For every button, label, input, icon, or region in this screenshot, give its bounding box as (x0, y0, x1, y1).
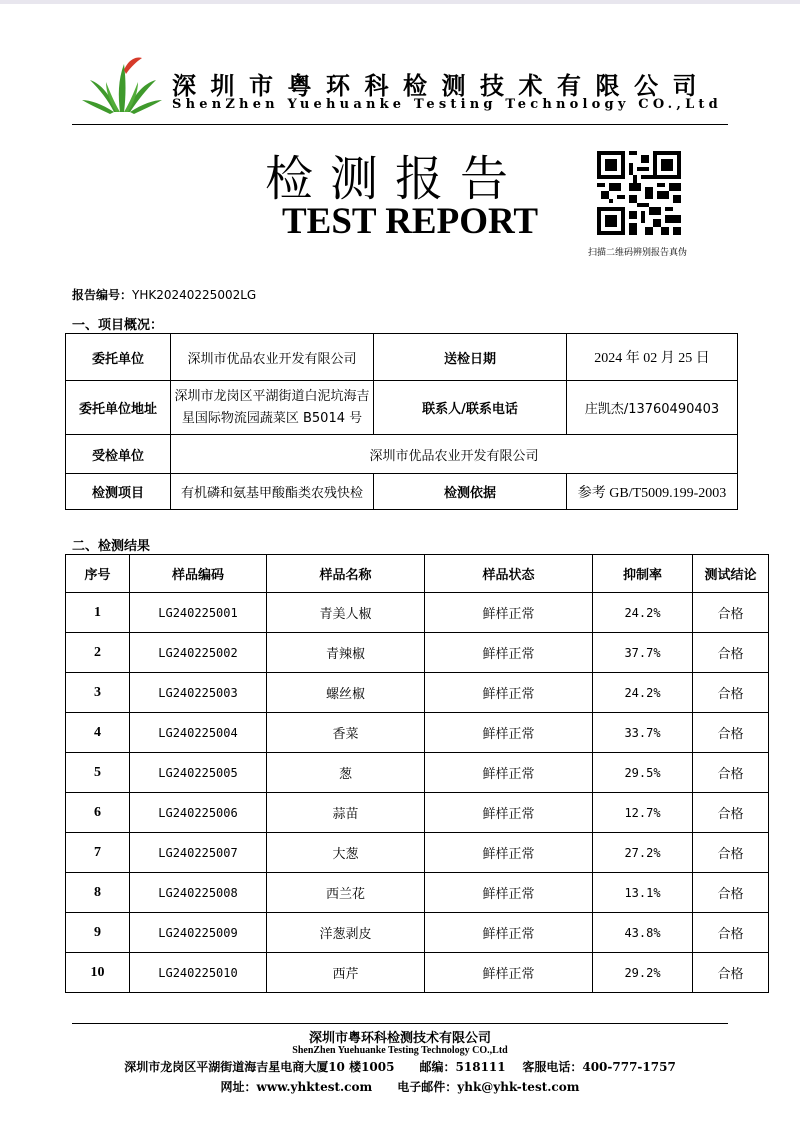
sample-status: 鲜样正常 (425, 793, 593, 833)
footer-contact: 网址：www.yhktest.com 电子邮件：yhk@yhk-test.com (220, 1080, 580, 1094)
col-rate-header: 抑制率 (593, 555, 693, 593)
col-index-header: 序号 (66, 555, 130, 593)
report-number-label: 报告编号： (72, 288, 133, 302)
test-basis-label: 检测依据 (374, 474, 567, 510)
inhibition-rate: 27.2% (593, 833, 693, 873)
test-conclusion: 合格 (693, 953, 769, 993)
sample-name: 西芹 (267, 953, 425, 993)
inhibition-rate: 37.7% (593, 633, 693, 673)
sample-index: 9 (66, 913, 130, 953)
inhibition-rate: 24.2% (593, 593, 693, 633)
footer-company-cn: 深圳市粤环科检测技术有限公司 (308, 1031, 491, 1046)
table-row (66, 833, 769, 873)
sample-status: 鲜样正常 (425, 713, 593, 753)
table-row (66, 593, 769, 633)
contact-value: 庄凯杰/13760490403 (567, 381, 738, 435)
sample-index: 4 (66, 713, 130, 753)
table-row (66, 953, 769, 993)
sample-status: 鲜样正常 (425, 633, 593, 673)
test-conclusion: 合格 (693, 713, 769, 753)
sample-index: 8 (66, 873, 130, 913)
address-label: 委托单位地址 (66, 381, 171, 435)
inhibition-rate: 12.7% (593, 793, 693, 833)
test-conclusion: 合格 (693, 793, 769, 833)
inhibition-rate: 13.1% (593, 873, 693, 913)
date-value: 2024 年 02 月 25 日 (567, 334, 738, 381)
results-body (66, 593, 769, 993)
report-title-cn: 检测报告 (265, 151, 526, 207)
footer-divider (72, 1023, 728, 1024)
sample-code: LG240225008 (130, 873, 267, 913)
qr-code-icon (597, 151, 681, 235)
inhibition-rate: 43.8% (593, 913, 693, 953)
test-conclusion: 合格 (693, 833, 769, 873)
inhibition-rate: 29.5% (593, 753, 693, 793)
address-line-1: 深圳市龙岗区平湖街道白泥坑海吉 (174, 388, 370, 404)
sample-name: 青美人椒 (267, 593, 425, 633)
footer-company-en: ShenZhen Yuehuanke Testing Technology CO.,Ltd (292, 1045, 508, 1056)
col-code-header: 样品编码 (130, 555, 267, 593)
report-title-en: TEST REPORT (282, 201, 539, 242)
test-item-label: 检测项目 (66, 474, 171, 510)
inhibition-rate: 29.2% (593, 953, 693, 993)
sample-code: LG240225007 (130, 833, 267, 873)
col-name-header: 样品名称 (267, 555, 425, 593)
table-row (66, 753, 769, 793)
table-row (66, 673, 769, 713)
table-row (66, 713, 769, 753)
test-conclusion: 合格 (693, 673, 769, 713)
sample-name: 大葱 (267, 833, 425, 873)
sample-name: 青辣椒 (267, 633, 425, 673)
contact-label: 联系人/联系电话 (374, 381, 567, 435)
table-row (66, 633, 769, 673)
sample-name: 香菜 (267, 713, 425, 753)
footer-address: 深圳市龙岗区平湖街道海吉星电商大厦10 楼1005 邮编：518111 客服电话：400-777-1757 (124, 1060, 676, 1074)
date-label: 送检日期 (374, 334, 567, 381)
sample-index: 6 (66, 793, 130, 833)
table-row (66, 873, 769, 913)
test-item-value: 有机磷和氨基甲酸酯类农残快检 (171, 474, 374, 510)
sample-code: LG240225010 (130, 953, 267, 993)
col-conclusion-header: 测试结论 (693, 555, 769, 593)
test-conclusion: 合格 (693, 913, 769, 953)
project-info-table (65, 333, 738, 510)
sample-index: 1 (66, 593, 130, 633)
section-project-overview: 一、项目概况： (72, 318, 164, 333)
report-number-value: YHK20240225002LG (132, 288, 257, 302)
sample-index: 5 (66, 753, 130, 793)
client-label: 委托单位 (66, 334, 171, 381)
sample-index: 7 (66, 833, 130, 873)
qr-caption: 扫描二维码辨别报告真伪 (588, 248, 688, 258)
test-conclusion: 合格 (693, 873, 769, 913)
company-logo-icon (80, 50, 164, 116)
test-basis-value: 参考 GB/T5009.199-2003 (567, 474, 738, 510)
results-header-row (66, 555, 769, 593)
test-conclusion: 合格 (693, 593, 769, 633)
sample-status: 鲜样正常 (425, 753, 593, 793)
company-name-cn: 深圳市粤环科检测技术有限公司 (172, 71, 711, 100)
sample-status: 鲜样正常 (425, 673, 593, 713)
inhibition-rate: 33.7% (593, 713, 693, 753)
sample-status: 鲜样正常 (425, 873, 593, 913)
sample-name: 蒜苗 (267, 793, 425, 833)
header-divider (72, 124, 728, 125)
results-table (65, 554, 769, 993)
sample-name: 螺丝椒 (267, 673, 425, 713)
sample-index: 3 (66, 673, 130, 713)
test-conclusion: 合格 (693, 633, 769, 673)
company-name-en: ShenZhen Yuehuanke Testing Technology CO.,Ltd (172, 97, 722, 112)
client-value: 深圳市优品农业开发有限公司 (171, 334, 374, 381)
table-row (66, 913, 769, 953)
viewer-top-bar (0, 0, 800, 4)
section-test-results: 二、检测结果 (72, 539, 151, 554)
sample-status: 鲜样正常 (425, 593, 593, 633)
sample-name: 西兰花 (267, 873, 425, 913)
sample-code: LG240225002 (130, 633, 267, 673)
sample-code: LG240225004 (130, 713, 267, 753)
sample-index: 10 (66, 953, 130, 993)
sample-status: 鲜样正常 (425, 913, 593, 953)
address-line-2: 星国际物流园蔬菜区 B5014 号 (181, 410, 363, 426)
sample-name: 洋葱剥皮 (267, 913, 425, 953)
sample-code: LG240225009 (130, 913, 267, 953)
inspected-unit-value: 深圳市优品农业开发有限公司 (171, 435, 738, 474)
inhibition-rate: 24.2% (593, 673, 693, 713)
sample-code: LG240225001 (130, 593, 267, 633)
table-row (66, 793, 769, 833)
sample-index: 2 (66, 633, 130, 673)
sample-code: LG240225006 (130, 793, 267, 833)
sample-status: 鲜样正常 (425, 953, 593, 993)
inspected-unit-label: 受检单位 (66, 435, 171, 474)
sample-name: 葱 (267, 753, 425, 793)
address-value (171, 381, 374, 435)
sample-code: LG240225005 (130, 753, 267, 793)
sample-status: 鲜样正常 (425, 833, 593, 873)
col-status-header: 样品状态 (425, 555, 593, 593)
test-conclusion: 合格 (693, 753, 769, 793)
report-number (72, 286, 256, 303)
sample-code: LG240225003 (130, 673, 267, 713)
